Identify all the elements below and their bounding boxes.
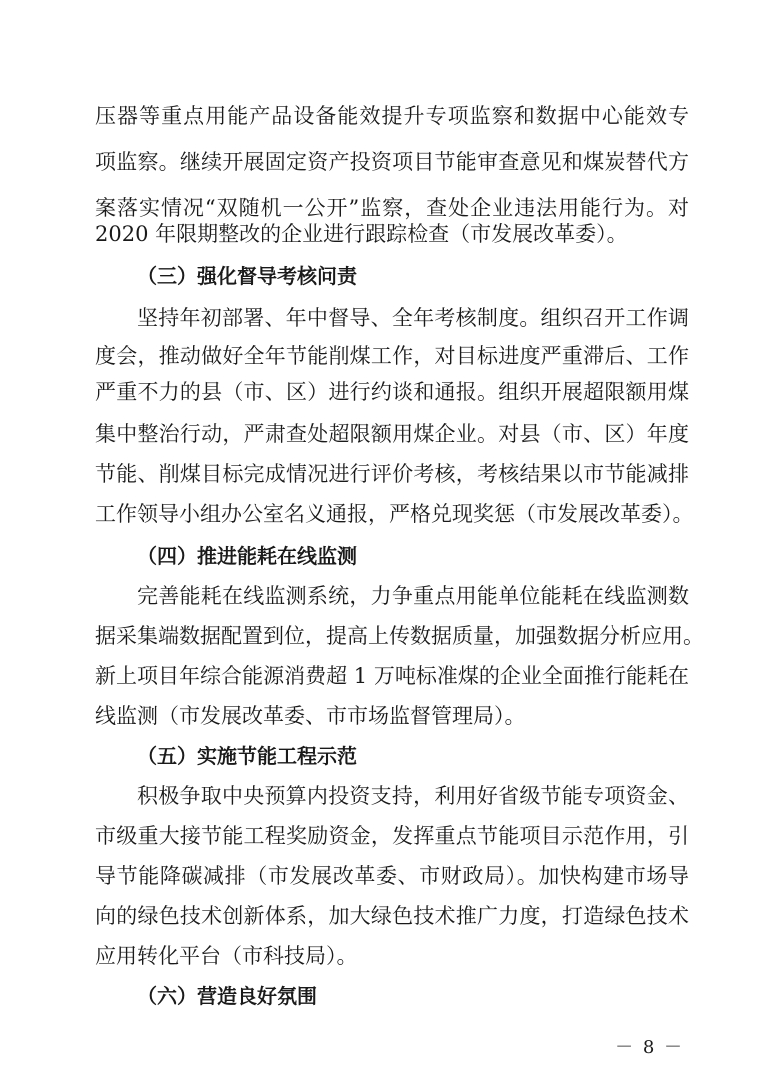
- paragraph-line: 严重不力的县（市、区）进行约谈和通报。组织开展超限额用煤: [95, 380, 689, 404]
- paragraph-line: 积极争取中央预算内投资支持，利用好省级节能专项资金、: [137, 784, 689, 808]
- paragraph-line: 集中整治行动，严肃查处超限额用煤企业。对县（市、区）年度: [95, 422, 689, 446]
- paragraph-line: 度会，推动做好全年节能削煤工作，对目标进度严重滞后、工作: [95, 344, 689, 368]
- paragraph-line: 项监察。继续开展固定资产投资项目节能审查意见和煤炭替代方: [95, 150, 689, 174]
- paragraph-line: 向的绿色技术创新体系，加大绿色技术推广力度，打造绿色技术: [95, 904, 689, 928]
- paragraph-line: 坚持年初部署、年中督导、全年考核制度。组织召开工作调: [137, 306, 689, 330]
- paragraph-line: 节能、削煤目标完成情况进行评价考核，考核结果以市节能减排: [95, 462, 689, 486]
- paragraph-line: 据采集端数据配置到位，提高上传数据质量，加强数据分析应用。: [95, 624, 704, 648]
- page-number: － 8 －: [615, 1037, 684, 1058]
- paragraph-line: 完善能耗在线监测系统，力争重点用能单位能耗在线监测数: [137, 584, 689, 608]
- paragraph-line: 2020 年限期整改的企业进行跟踪检查（市发展改革委）。: [95, 222, 628, 246]
- paragraph-line: 线监测（市发展改革委、市市场监督管理局）。: [95, 704, 526, 728]
- paragraph-line: 市级重大接节能工程奖励资金，发挥重点节能项目示范作用，引: [95, 824, 689, 848]
- paragraph-line: 新上项目年综合能源消费超 1 万吨标准煤的企业全面推行能耗在: [95, 664, 689, 688]
- paragraph-line: 压器等重点用能产品设备能效提升专项监察和数据中心能效专: [95, 104, 689, 128]
- paragraph-line: 应用转化平台（市科技局）。: [95, 944, 358, 968]
- section-heading-4: （四）推进能耗在线监测: [137, 544, 357, 568]
- section-heading-3: （三）强化督导考核问责: [137, 264, 357, 288]
- paragraph-line: 工作领导小组办公室名义通报，严格兑现奖惩（市发展改革委）。: [95, 502, 694, 526]
- section-heading-5: （五）实施节能工程示范: [137, 744, 357, 768]
- section-heading-6: （六）营造良好氛围: [137, 984, 317, 1008]
- paragraph-line: 导节能降碳减排（市发展改革委、市财政局）。加快构建市场导: [95, 864, 689, 888]
- paragraph-line: 案落实情况“双随机一公开”监察，查处企业违法用能行为。对: [95, 196, 689, 220]
